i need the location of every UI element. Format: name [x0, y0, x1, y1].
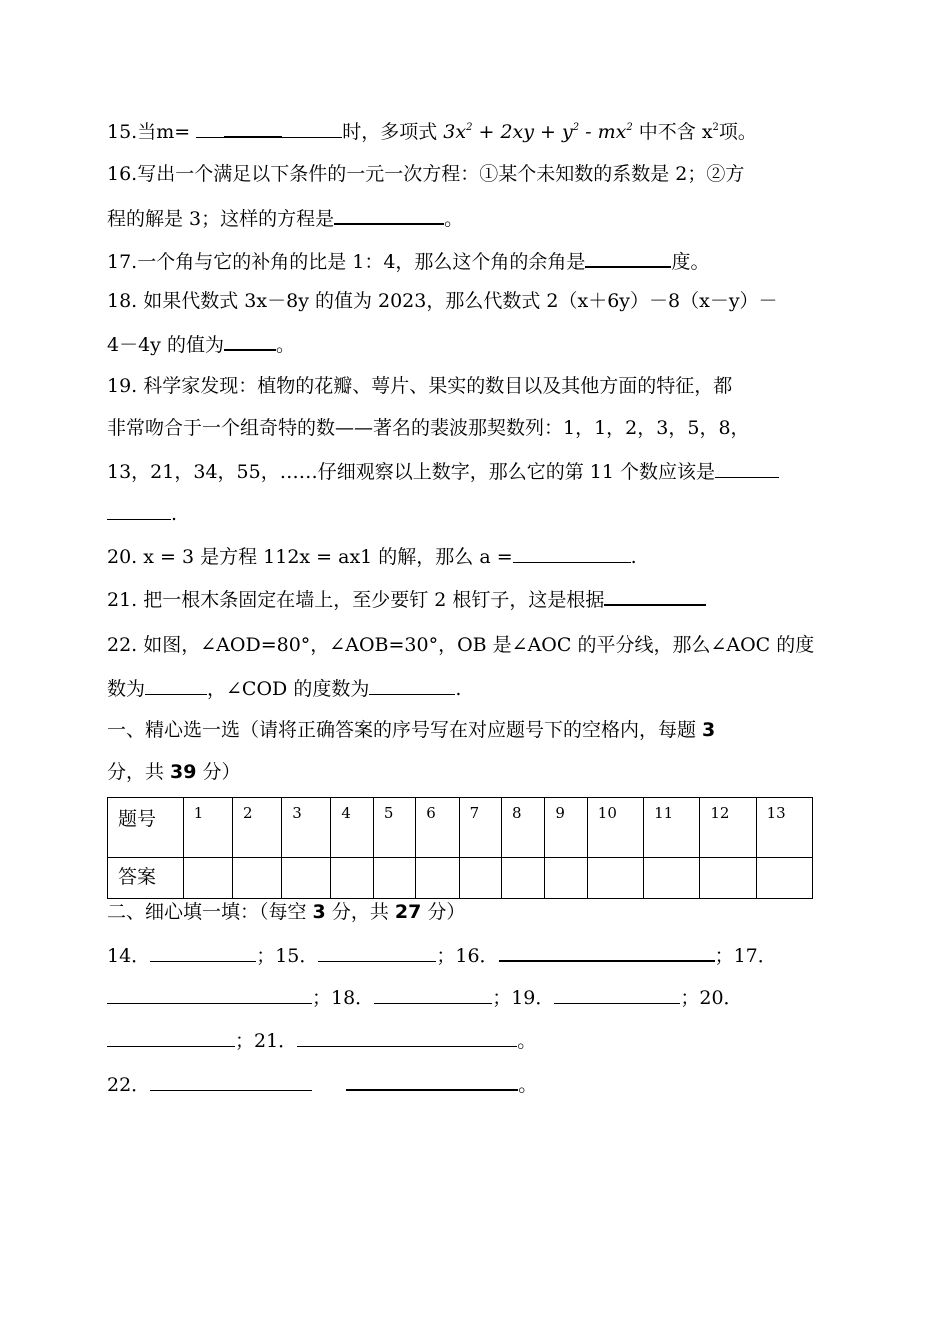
- q15-blank-tail: [282, 119, 342, 138]
- answer-cell[interactable]: [700, 858, 756, 899]
- table-row-answers: [108, 858, 813, 899]
- table-cell-number: 8: [502, 798, 545, 858]
- answer-blank-21[interactable]: [297, 1028, 517, 1047]
- answer-blank-17[interactable]: [107, 985, 312, 1004]
- table-cell-number: 2: [232, 798, 281, 858]
- table-cell-number: 11: [644, 798, 700, 858]
- answer-blank-19[interactable]: [554, 985, 680, 1004]
- q15-middle: 时，多项式: [342, 121, 438, 143]
- table-cell-number: 10: [587, 798, 643, 858]
- question-18-line1: 18. 如果代数式 3x－8y 的值为 2023，那么代数式 2（x＋6y）－8（x－y）－: [107, 290, 778, 312]
- q22-blank-1: [145, 676, 207, 695]
- answer-cell[interactable]: [282, 858, 331, 899]
- answer-blank-18[interactable]: [374, 985, 492, 1004]
- q15-blank-bold: [224, 118, 282, 138]
- table-row-numbers: [108, 798, 813, 858]
- answer-cell[interactable]: [587, 858, 643, 899]
- answer-cell[interactable]: [502, 858, 545, 899]
- answer-cell[interactable]: [331, 858, 373, 899]
- question-16-line1: 16.写出一个满足以下条件的一元一次方程：①某个未知数的系数是 2；②方: [107, 163, 745, 185]
- q18-blank: [224, 331, 276, 351]
- question-19-line4: .: [107, 501, 177, 526]
- section-1-line1: 一、精心选一选（请将正确答案的序号写在对应题号下的空格内，每题 3: [107, 719, 716, 741]
- q15-tail: 中不含: [638, 121, 696, 143]
- section-1-line2: 分，共 39 分）: [107, 761, 241, 783]
- q20-blank: [513, 544, 631, 563]
- question-19-line3: 13，21，34，55，……仔细观察以上数字，那么它的第 11 个数应该是: [107, 459, 779, 484]
- answer-cell[interactable]: [373, 858, 415, 899]
- answer-table: [107, 797, 813, 899]
- q21-blank: [604, 586, 706, 606]
- table-cell-number: 7: [459, 798, 501, 858]
- question-20: 20. x = 3 是方程 112x = ax1 的解，那么 a = .: [107, 546, 637, 568]
- q17-blank: [585, 248, 671, 268]
- table-cell-number: 5: [373, 798, 415, 858]
- question-17: 17.一个角与它的补角的比是 1：4，那么这个角的余角是 度。: [107, 248, 709, 274]
- section-2-title: 二、细心填一填：（每空 3 分，共 27 分）: [107, 901, 466, 923]
- q15-expression: $3x^2 + 2xy + y^2 - mx^2$: [443, 121, 633, 143]
- answer-cell[interactable]: [183, 858, 232, 899]
- answer-blank-15[interactable]: [318, 943, 436, 962]
- table-cell-number: 12: [700, 798, 756, 858]
- question-15: [107, 118, 757, 144]
- question-22-line2: 数为 ，∠COD 的度数为 .: [107, 678, 462, 700]
- table-cell-number: 4: [331, 798, 373, 858]
- q19-blank-cont: [107, 501, 171, 520]
- table-cell-number: 3: [282, 798, 331, 858]
- question-18-line2: 4－4y 的值为 。: [107, 331, 295, 357]
- answer-blank-14[interactable]: [150, 943, 256, 962]
- answers-line4: 22． 。: [107, 1071, 537, 1097]
- answer-blank-20[interactable]: [107, 1028, 235, 1047]
- table-header-answer: 答案: [108, 858, 184, 899]
- table-cell-number: 9: [545, 798, 587, 858]
- answers-line2: ；18． ；19． ；20．: [107, 985, 743, 1010]
- question-16-line2: 程的解是 3；这样的方程是 。: [107, 205, 463, 231]
- answer-blank-16[interactable]: [499, 942, 715, 962]
- q15-prefix: 15.当m=: [107, 121, 191, 143]
- q15-x: $x^2$: [701, 121, 719, 143]
- answer-blank-22a[interactable]: [150, 1072, 312, 1091]
- question-22-line1: 22. 如图，∠AOD=80°，∠AOB=30°，OB 是∠AOC 的平分线，那么∠AOC 的度: [107, 634, 815, 656]
- question-19-line1: 19. 科学家发现：植物的花瓣、萼片、果实的数目以及其他方面的特征，都: [107, 375, 733, 397]
- table-header-number: 题号: [108, 798, 184, 858]
- answer-cell[interactable]: [644, 858, 700, 899]
- table-cell-number: 1: [183, 798, 232, 858]
- question-21: 21. 把一根木条固定在墙上，至少要钉 2 根钉子，这是根据: [107, 586, 706, 612]
- q15-end: 项。: [718, 121, 757, 143]
- answer-cell[interactable]: [756, 858, 812, 899]
- answers-line1: 14． ；15． ；16． ；17．: [107, 942, 777, 968]
- q15-blank: [196, 119, 224, 138]
- answer-cell[interactable]: [545, 858, 587, 899]
- table-cell-number: 6: [416, 798, 459, 858]
- q19-blank: [715, 459, 779, 478]
- table-cell-number: 13: [756, 798, 812, 858]
- answer-cell[interactable]: [232, 858, 281, 899]
- answer-cell[interactable]: [416, 858, 459, 899]
- q22-blank-2: [369, 676, 455, 695]
- answer-cell[interactable]: [459, 858, 501, 899]
- question-19-line2: 非常吻合于一个组奇特的数——著名的裴波那契数列：1，1，2，3，5，8，: [107, 417, 750, 439]
- answers-line3: ；21． 。: [107, 1028, 536, 1053]
- q16-blank: [334, 205, 444, 225]
- answer-blank-22b[interactable]: [346, 1071, 518, 1091]
